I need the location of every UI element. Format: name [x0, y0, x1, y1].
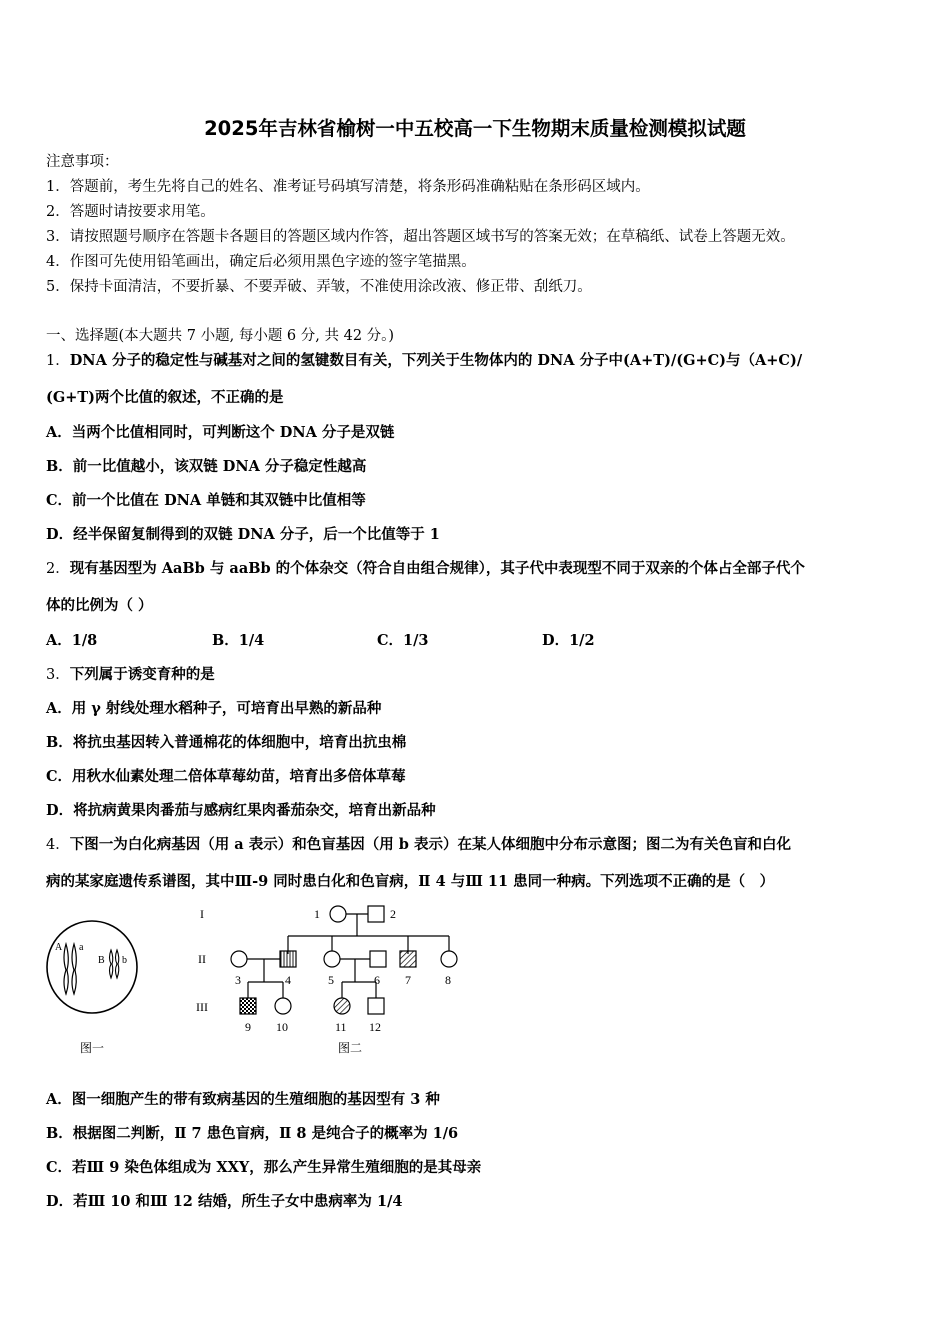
question-2-option-c: C．1/3 — [377, 632, 429, 649]
question-4-option-d: D．若Ⅲ 10 和Ⅲ 12 结婚，所生子女中患病率为 1/4 — [46, 1193, 403, 1210]
generation-label-II: II — [198, 952, 206, 966]
individual-label-5: 5 — [328, 973, 334, 987]
figure-1-label-B: B — [98, 955, 105, 966]
question-1-option-b: B．前一比值越小，该双链 DNA 分子稳定性越高 — [46, 458, 367, 475]
notice-heading: 注意事项： — [46, 154, 119, 170]
section-heading: 一、选择题(本大题共 7 小题, 每小题 6 分, 共 42 分。) — [46, 328, 395, 344]
question-2-option-d: D．1/2 — [542, 632, 595, 649]
question-1-stem-line2: (G+T)两个比值的叙述，不正确的是 — [46, 389, 284, 406]
question-3-option-d: D．将抗病黄果肉番茄与感病红果肉番茄杂交，培育出新品种 — [46, 802, 436, 819]
figure-1-caption: 图一 — [80, 1041, 105, 1055]
notice-item-5: 5．保持卡面清洁，不要折暴、不要弄破、弄皱，不准使用涂改液、修正带、刮纸刀。 — [46, 279, 592, 295]
question-4-option-b: B．根据图二判断，Ⅱ 7 患色盲病，Ⅱ 8 是纯合子的概率为 1/6 — [46, 1125, 459, 1142]
individual-label-7: 7 — [405, 973, 411, 987]
question-4-stem — [46, 835, 791, 855]
question-number: 4． — [46, 837, 70, 853]
question-4-stem-line2: 病的某家庭遗传系谱图，其中Ⅲ-9 同时患白化和色盲病，Ⅱ 4 与Ⅲ 11 患同一种病。下列选项不正确的是（ ） — [46, 873, 775, 890]
question-4-figures — [40, 900, 480, 1065]
question-2-stem — [46, 559, 805, 579]
individual-label-4: 4 — [285, 973, 291, 987]
figure-2-caption: 图二 — [338, 1041, 363, 1055]
figure-2-labels — [196, 907, 451, 1055]
notice-item-1: 1．答题前，考生先将自己的姓名、准考证号码填写清楚，将条形码准确粘贴在条形码区域内。 — [46, 179, 650, 195]
individual-label-6: 6 — [374, 973, 380, 987]
individual-label-9: 9 — [245, 1020, 251, 1034]
individual-label-3: 3 — [235, 973, 241, 987]
question-1-stem — [46, 351, 802, 371]
question-3-option-b: B．将抗虫基因转入普通棉花的体细胞中，培育出抗虫棉 — [46, 734, 407, 751]
generation-label-I: I — [200, 907, 204, 921]
question-3-option-c: C．用秋水仙素处理二倍体草莓幼苗，培育出多倍体草莓 — [46, 768, 406, 785]
question-1-stem-line1: DNA 分子的稳定性与碱基对之间的氢键数目有关，下列关于生物体内的 DNA 分子中(A+T)/(G+C)与（A+C)/ — [69, 352, 803, 369]
question-3-option-a: A．用 γ 射线处理水稻种子，可培育出早熟的新品种 — [46, 700, 382, 717]
question-number: 1． — [46, 353, 70, 369]
notice-item-3: 3．请按照题号顺序在答题卡各题目的答题区域内作答，超出答题区域书写的答案无效；在草稿纸、试卷上答题无效。 — [46, 229, 795, 245]
figure-1-label-A: A — [55, 942, 63, 953]
question-3-stem — [46, 665, 215, 685]
question-2-stem-line2: 体的比例为（ ） — [46, 597, 153, 614]
figure-1-label-b: b — [122, 955, 127, 966]
question-4-stem-line1: 下图一为白化病基因（用 a 表示）和色盲基因（用 b 表示）在某人体细胞中分布示意图；图二为有关色盲和白化 — [69, 836, 791, 853]
individual-label-1: 1 — [314, 907, 320, 921]
generation-label-III: III — [196, 1000, 208, 1014]
notice-item-2: 2．答题时请按要求用笔。 — [46, 204, 215, 220]
page-title: 2025年吉林省榆树一中五校高一下生物期末质量检测模拟试题 — [204, 117, 746, 140]
figure-1-label-a: a — [79, 942, 84, 953]
question-2-option-b: B．1/4 — [212, 632, 265, 649]
question-2-stem-line1: 现有基因型为 AaBb 与 aaBb 的个体杂交（符合自由组合规律），其子代中表现型不同于双亲的个体占全部子代个 — [69, 560, 805, 577]
individual-label-10: 10 — [276, 1020, 288, 1034]
question-4-option-c: C．若Ⅲ 9 染色体组成为 XXY，那么产生异常生殖细胞的是其母亲 — [46, 1159, 482, 1176]
individual-label-11: 11 — [335, 1020, 347, 1034]
individual-label-12: 12 — [369, 1020, 381, 1034]
question-2-option-a: A．1/8 — [46, 632, 98, 649]
question-number: 3． — [46, 667, 70, 683]
question-3-stem-text: 下列属于诱变育种的是 — [69, 666, 215, 683]
individual-label-2: 2 — [390, 907, 396, 921]
question-number: 2． — [46, 561, 70, 577]
notice-item-4: 4．作图可先使用铅笔画出，确定后必须用黑色字迹的签字笔描黑。 — [46, 254, 476, 270]
figure-2-pedigree — [231, 906, 457, 1014]
question-1-option-a: A．当两个比值相同时，可判断这个 DNA 分子是双链 — [46, 424, 395, 441]
question-1-option-d: D．经半保留复制得到的双链 DNA 分子，后一个比值等于 1 — [46, 526, 440, 543]
figure-1-cell — [47, 921, 137, 1013]
question-1-option-c: C．前一个比值在 DNA 单链和其双链中比值相等 — [46, 492, 366, 509]
question-4-option-a: A．图一细胞产生的带有致病基因的生殖细胞的基因型有 3 种 — [46, 1091, 440, 1108]
individual-label-8: 8 — [445, 973, 451, 987]
